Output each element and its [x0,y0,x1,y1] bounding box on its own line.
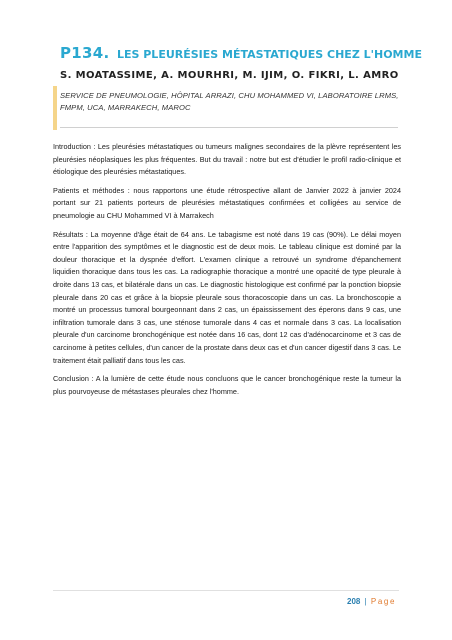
abstract-body [53,141,401,404]
footer-separator: | [364,597,367,606]
authors-line: S. MOATASSIME, A. MOURHRI, M. IJIM, O. FIKRI, L. AMRO [60,70,399,81]
page-label: Page [370,597,396,606]
conclusion-paragraph: Conclusion : A la lumière de cette étude nous concluons que le cancer bronchogénique reste la tumeur la plus pourvoyeuse de métastases pleurales chez l'homme. [53,374,401,396]
abstract-heading: LES PLEURÉSIES MÉTASTATIQUES CHEZ L'HOMME [116,48,422,61]
methods-paragraph: Patients et méthodes : nous rapportons une étude rétrospective allant de Janvier 2022 à janvier 2024 portant sur 21 patients porteurs de pleurésies métastatiques confirmées et colligées au service de pneumologie au CHU Mohammed VI à Marrakech [53,185,401,220]
affiliation-text: SERVICE DE PNEUMOLOGIE, HÔPITAL ARRAZI, CHU MOHAMMED VI, LABORATOIRE LRMS, FMPM, UCA, MARRAKECH, MAROC [60,91,399,112]
introduction-paragraph: Introduction : Les pleurésies métastatiques ou tumeurs malignes secondaires de la plèvre représentent les pleurésies néoplasiques les plus fréquentes. But du travail : notre but est d'étudier le profil radio-clinique et étiologique des pleurésies métastatiques. [53,142,401,177]
page-footer [347,597,396,606]
header-divider [60,127,398,128]
abstract-code: P134. [60,44,110,62]
page-number: 208 [347,597,361,606]
abstract-title [60,44,422,63]
footer-divider [53,590,399,591]
results-paragraph: Résultats : La moyenne d'âge était de 64 ans. Le tabagisme est noté dans 19 cas (90%). Le délai moyen entre l'apparition des symptômes et le diagnostic est de deux mois. Le tableau clinique est dominé par la douleur thoracique et la dyspnée d'effort. L'examen clinique a retrouvé un syndrome d'épanchement liquidien thoracique dans tous les cas. La radiographie thoracique a montré une opacité de type pleurale à droite dans 13 cas, et bilatérale dans un cas. Le diagnostic histologique est confirmé par la ponction biopsie pleurale dans 20 cas et grâce à la biopsie pleurale sous thoracoscopie dans un cas. La bronchoscopie a montré un processus tumoral bourgeonnant dans 2 cas, un épaississement des éperons dans 9 cas, une infiltration tumorale dans 3 cas, une sténose tumorale dans 4 cas et normale dans 3 cas. La localisation pleurale d'un carcinome bronchogénique est notée dans 16 cas, dont 12 cas d'adénocarcinome et 3 cas de carcinome à petites cellules, d'un cancer de la prostate dans deux cas et d'un cancer digestif dans 3 cas. Le traitement était palliatif dans tous les cas. [53,229,401,365]
accent-bar [53,86,57,130]
